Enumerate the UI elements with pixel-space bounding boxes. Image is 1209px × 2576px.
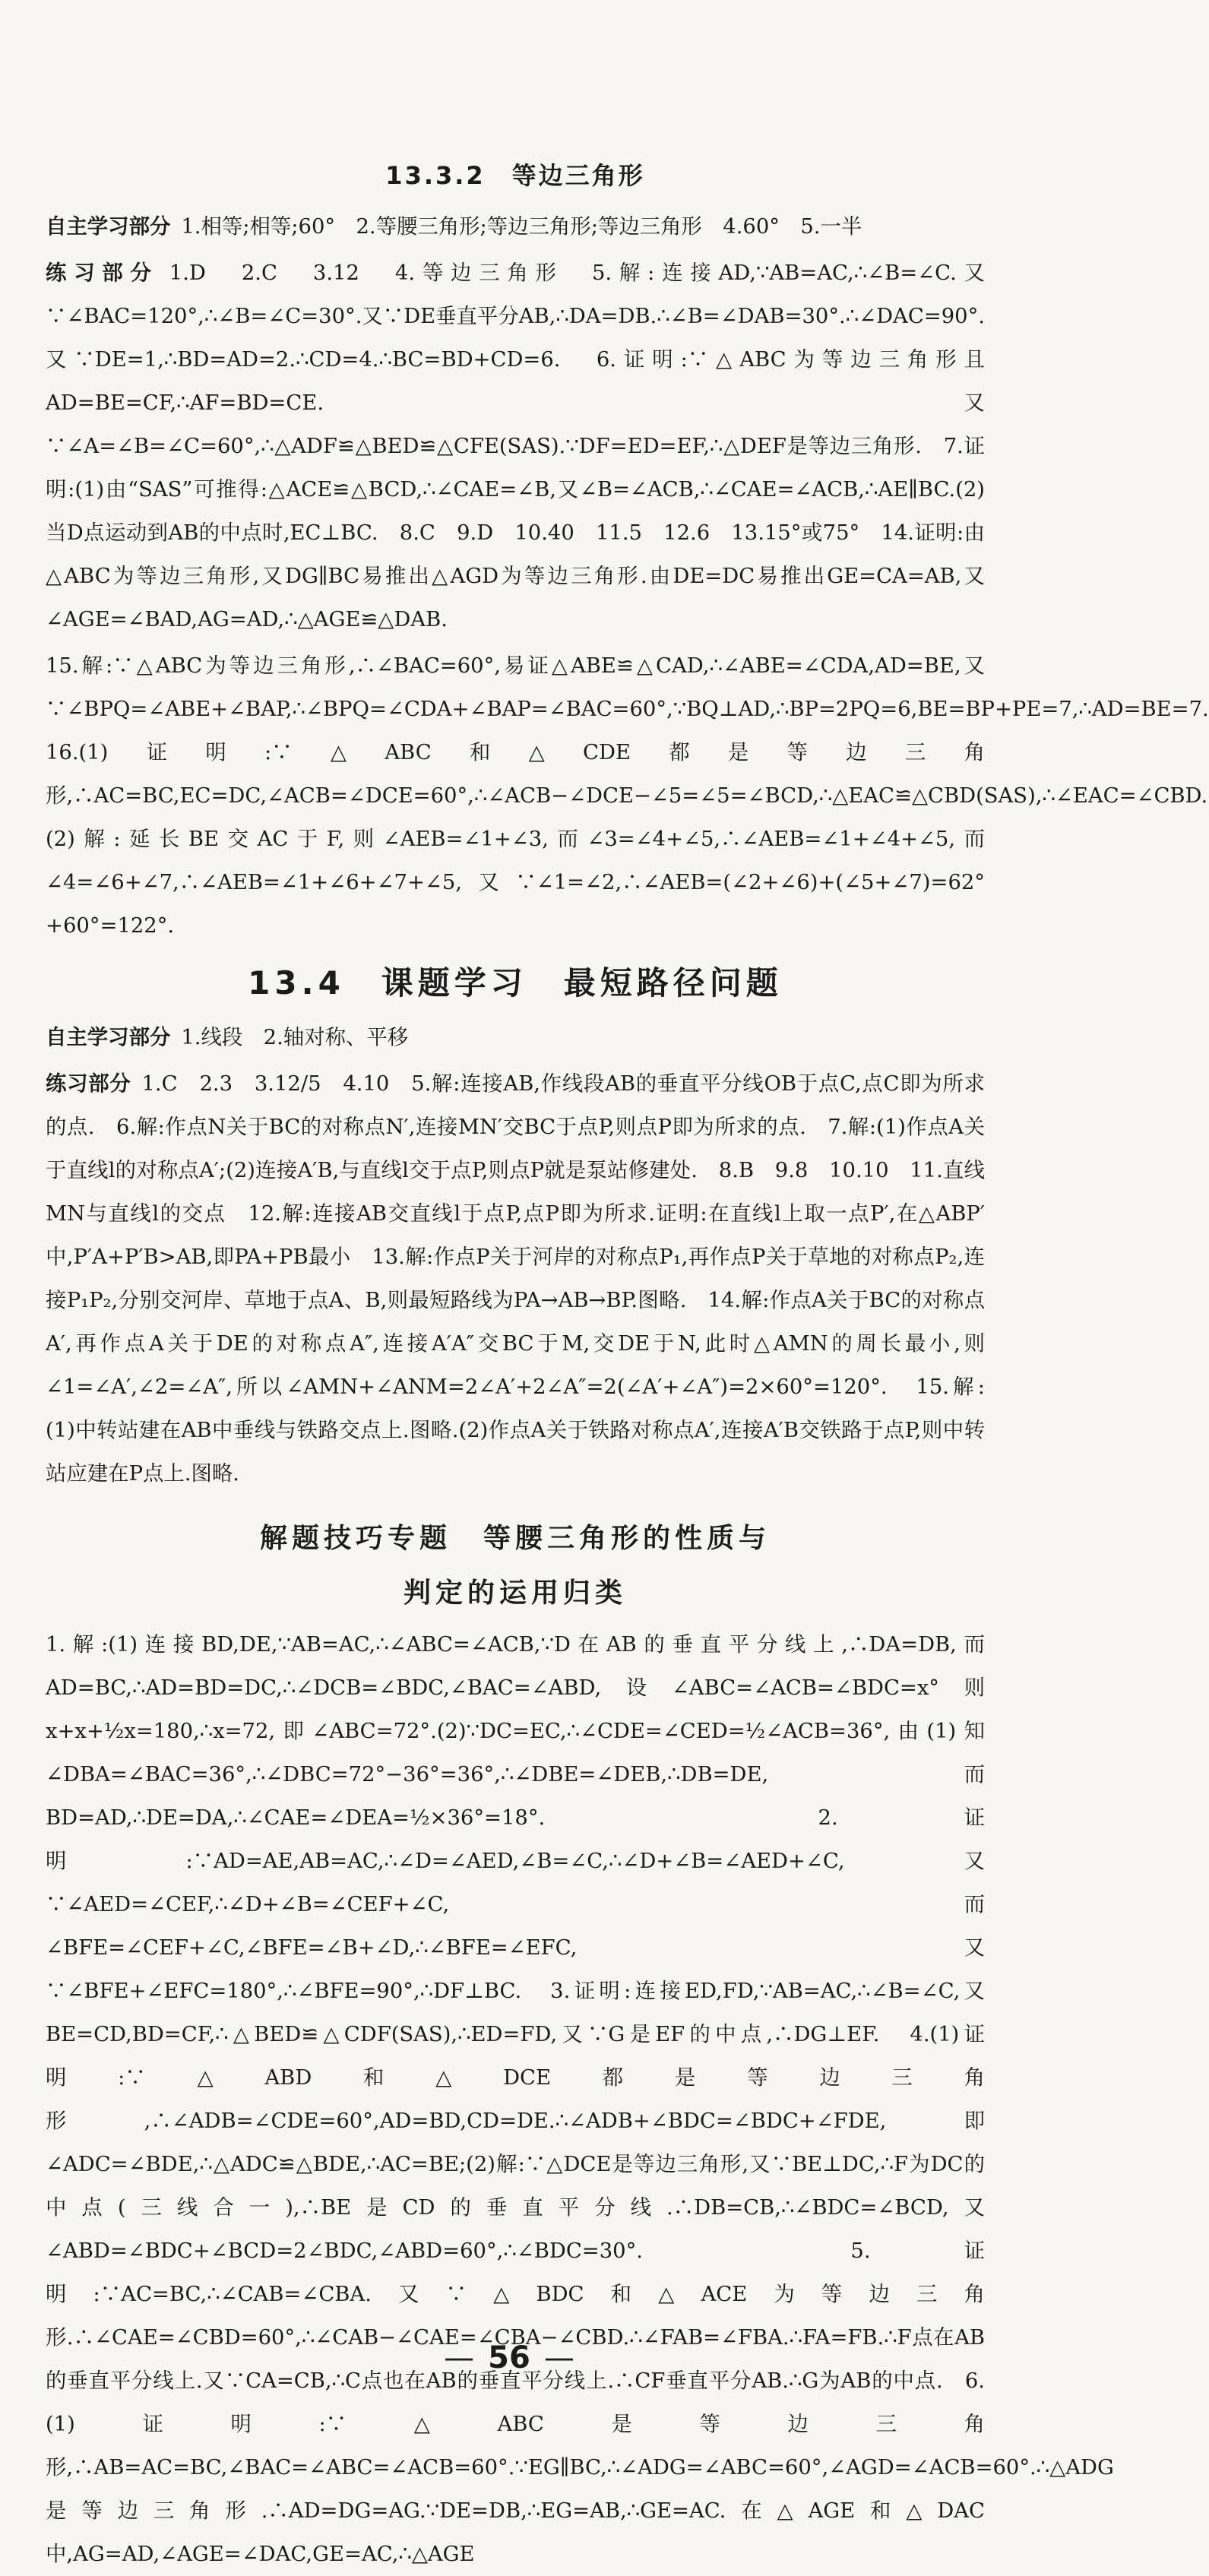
skills-answers: 1.解:(1)连接BD,DE,∵AB=AC,∴∠ABC=∠ACB,∵D在AB的垂直平分线上,∴DA=DB,而AD=BC,∴AD=BD=DC,∴∠DCB=∠BDC,∠BAC=∠ABD,设∠ABC=∠ACB=∠BDC=x°则x+x+½x=180,∴x=72,即∠ABC=72°.(2)∵DC=EC,∴∠CDE=∠CED=½∠ACB=36°,由(1)知∠DBA=∠BAC=36°,∴∠DBC=72°−36°=36°,∴∠DBE=∠DEB,∴DB=DE,而BD=AD,∴DE=DA,∴∠CAE=∠DEA=½×36°=18°. 2.证明:∵AD=AE,AB=AC,∴∠D=∠AED,∠B=∠C,∴∠D+∠B=∠AED+∠C,又∵∠AED=∠CEF,∴∠D+∠B=∠CEF+∠C,而∠BFE=∠CEF+∠C,∠BFE=∠B+∠D,∴∠BFE=∠EFC,又∵∠BFE+∠EFC=180°,∴∠BFE=90°,∴DF⊥BC. 3.证明:连接ED,FD,∵AB=AC,∴∠B=∠C,又BE=CD,BD=CF,∴△BED≌△CDF(SAS),∴ED=FD,又∵G是EF的中点,∴DG⊥EF. 4.(1)证明:∵△ABD和△DCE都是等边三角形,∴∠ADB=∠CDE=60°,AD=BD,CD=DE.∴∠ADB+∠BDC=∠BDC+∠FDE,即∠ADC=∠BDE,∴△ADC≌△BDE,∴AC=BE;(2)解:∵△DCE是等边三角形,又∵BE⊥DC,∴F为DC的中点(三线合一),∴BE是CD的垂直平分线.∴DB=CB,∴∠BDC=∠BCD,又∠ABD=∠BDC+∠BCD=2∠BDC,∠ABD=60°,∴∠BDC=30°. 5.证明:∵AC=BC,∴∠CAB=∠CBA.又∵△BDC和△ACE为等边三角形.∴∠CAE=∠CBD=60°,∴∠CAB−∠CAE=∠CBA−∠CBD.∴∠FAB=∠FBA.∴FA=FB.∴F点在AB的垂直平分线上.又∵CA=CB,∴C点也在AB的垂直平分线上.∴CF垂直平分AB.∴G为AB的中点. 6.(1)证明:∵△ABC是等边三角形,∴AB=AC=BC,∠BAC=∠ABC=∠ACB=60°.∵EG∥BC,∴∠ADG=∠ABC=60°,∠AGD=∠ACB=60°.∴△ADG是等边三角形.∴AD=DG=AG.∵DE=DB,∴EG=AB,∴GE=AC.在△AGE和△DAC中,AG=AD,∠AGE=∠DAC,GE=AC,∴△AGE: [46, 1633, 1114, 2566]
practice-text: 1.D 2.C 3.12 4.等边三角形 5.解:连接AD,∵AB=AC,∴∠B=∠C.又∵∠BAC=120°,∴∠B=∠C=30°.又∵DE垂直平分AB,∴DA=DB.∴∠B=∠DAB=30°.∴∠DAC=90°.又∵DE=1,∴BD=AD=2.∴CD=4.∴BC=BD+CD=6. 6.证明:∵△ABC为等边三角形且AD=BE=CF,∴AF=BD=CE.又∵∠A=∠B=∠C=60°,∴△ADF≌△BED≌△CFE(SAS).∵DF=ED=EF,∴△DEF是等边三角形. 7.证明:(1)由“SAS”可推得:△ACE≌△BCD,∴∠CAE=∠B,又∠B=∠ACB,∴∠CAE=∠ACB,∴AE∥BC.(2)当D点运动到AB的中点时,EC⊥BC. 8.C 9.D 10.40 11.5 12.6 13.15°或75° 14.证明:由△ABC为等边三角形,又DG∥BC易推出△AGD为等边三角形.由DE=DC易推出GE=CA=AB,又∠AGE=∠BAD,AG=AD,∴△AGE≌△DAB.: [46, 261, 986, 631]
practice-label: 练习部分: [46, 261, 159, 285]
self-study-text: 1.相等;相等;60° 2.等腰三角形;等边三角形;等边三角形 4.60° 5.一半: [181, 215, 862, 239]
section-title-shortest-path: 13.4 课题学习 最短路径问题: [248, 964, 783, 1002]
footer-dash-right: —: [543, 2340, 574, 2375]
practice-answers-2: [46, 1062, 985, 1495]
self-study-answers-2: [46, 1016, 985, 1059]
practice-answers: [46, 252, 985, 641]
footer-dash-left: —: [444, 2340, 475, 2375]
section-title-equilateral-triangle: 13.3.2 等边三角形: [385, 161, 645, 190]
self-study-text-2: 1.线段 2.轴对称、平移: [181, 1026, 409, 1049]
self-study-label: 自主学习部分: [46, 215, 171, 239]
practice-answers-continued: 15.解:∵△ABC为等边三角形,∴∠BAC=60°,易证△ABE≌△CAD,∴∠ABE=∠CDA,AD=BE,又∵∠BPQ=∠ABE+∠BAP,∴∠BPQ=∠CDA+∠BAP=∠BAC=60°,∵BQ⊥AD,∴BP=2PQ=6,BE=BP+PE=7,∴AD=BE=7. 16.(1)证明:∵△ABC和△CDE都是等边三角形,∴AC=BC,EC=DC,∠ACB=∠DCE=60°,∴∠ACB−∠DCE−∠5=∠5=∠BCD,∴△EAC≌△CBD(SAS),∴∠EAC=∠CBD.(2)解:延长BE交AC于F,则∠AEB=∠1+∠3,而∠3=∠4+∠5,∴∠AEB=∠1+∠4+∠5,而∠4=∠6+∠7,∴∠AEB=∠1+∠6+∠7+∠5,又∵∠1=∠2,∴∠AEB=(∠2+∠6)+(∠5+∠7)=62°+60°=122°.: [46, 654, 1209, 938]
practice-label-2: 练习部分: [46, 1072, 131, 1096]
self-study-answers: [46, 205, 985, 248]
page-footer: [0, 2340, 1018, 2375]
section-title-skills-line2: 判定的运用归类: [403, 1578, 627, 1609]
section-title-skills-line1: 解题技巧专题 等腰三角形的性质与: [259, 1523, 771, 1554]
self-study-label-2: 自主学习部分: [46, 1026, 171, 1049]
page-number: 56: [488, 2340, 530, 2375]
practice-text-2: 1.C 2.3 3.12/5 4.10 5.解:连接AB,作线段AB的垂直平分线OB于点C,点C即为所求的点. 6.解:作点N关于BC的对称点N′,连接MN′交BC于点P,则点P即为所求的点. 7.解:(1)作点A关于直线l的对称点A′;(2)连接A′B,与直线l交于点P,则点P就是泵站修建处. 8.B 9.8 10.10 11.直线MN与直线l的交点 12.解:连接AB交直线l于点P,点P即为所求.证明:在直线l上取一点P′,在△ABP′中,P′A+P′B>AB,即PA+PB最小 13.解:作点P关于河岸的对称点P₁,再作点P关于草地的对称点P₂,连接P₁P₂,分别交河岸、草地于点A、B,则最短路线为PA→AB→BP.图略. 14.解:作点A关于BC的对称点A′,再作点A关于DE的对称点A″,连接A′A″交BC于M,交DE于N,此时△AMN的周长最小,则∠1=∠A′,∠2=∠A″,所以∠AMN+∠ANM=2∠A′+2∠A″=2(∠A′+∠A″)=2×60°=120°. 15.解:(1)中转站建在AB中垂线与铁路交点上.图略.(2)作点A关于铁路对称点A′,连接A′B交铁路于点P,则中转站应建在P点上.图略.: [46, 1072, 985, 1486]
